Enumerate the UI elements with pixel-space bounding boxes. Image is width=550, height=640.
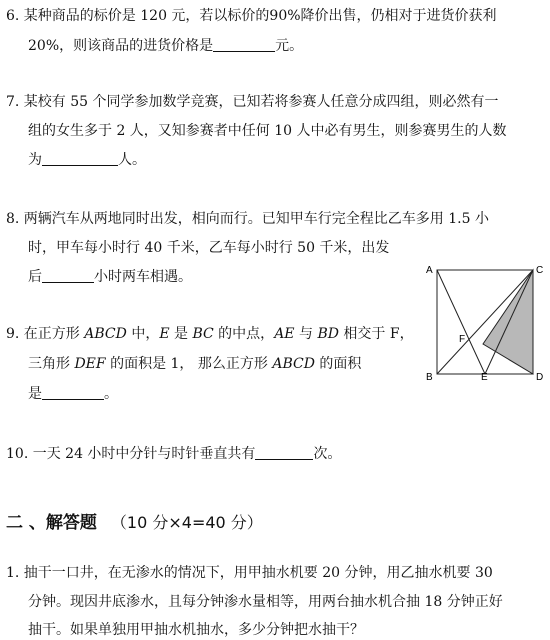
- q7-text-b: 人。: [118, 152, 146, 168]
- segment-ae: [437, 270, 485, 374]
- q8-answer-blank[interactable]: [42, 268, 94, 283]
- q9-line-1: [6, 324, 414, 344]
- q7-text-a: 为: [28, 152, 42, 168]
- q8-line-3: [28, 267, 192, 287]
- label-b: B: [426, 372, 433, 380]
- label-a: A: [426, 265, 433, 276]
- q8-line-2: 时，甲车每小时行 40 千米，乙车每小时行 50 千米，出发: [28, 240, 390, 256]
- a1-line-3: 抽干。如果单独用甲抽水机抽水，多少分钟把水抽干？: [28, 622, 364, 638]
- section-heading: [6, 508, 263, 533]
- q9-square-name: ABCD: [84, 326, 127, 342]
- q7-line-2: 组的女生多于 2 人，又知参赛者中任何 10 人中必有男生，则参赛男生的人数: [28, 123, 507, 139]
- q9-segment-bd: BD: [317, 326, 339, 342]
- q10-line: [6, 444, 341, 464]
- q8-text-a: 后: [28, 269, 42, 285]
- label-c: C: [536, 265, 544, 276]
- square-figure: [425, 262, 545, 380]
- q10-text-b: 次。: [313, 446, 342, 462]
- q6-text-a: 20%，则该商品的进货价格是: [28, 38, 214, 54]
- q9-text: 相交于 F，: [338, 326, 414, 342]
- q9-text-b: 。: [104, 386, 118, 402]
- q6-text-b: 元。: [275, 38, 304, 54]
- q9-text-a: 是: [28, 386, 42, 402]
- a1-line-2: 分钟。现因井底渗水，且每分钟渗水量相等，用两台抽水机合抽 18 分钟正好: [28, 594, 503, 610]
- q10-answer-blank[interactable]: [255, 445, 313, 460]
- q9-text: 中，: [126, 326, 160, 342]
- q9-side-bc: BC: [192, 326, 214, 342]
- q9-point-e: E: [159, 326, 170, 342]
- q9-text: 9. 在正方形: [6, 326, 85, 342]
- q9-answer-blank[interactable]: [42, 385, 104, 400]
- q6-line-1: 6. 某种商品的标价是 120 元，若以标价的90%降价出售，仍相对于进货价获利: [6, 8, 497, 24]
- q9-text: 的面积是 1， 那么正方形: [105, 356, 273, 372]
- q6-answer-blank[interactable]: [213, 37, 275, 52]
- q9-square-name: ABCD: [272, 356, 315, 372]
- q9-triangle-def: DEF: [74, 356, 106, 372]
- q9-text: 与: [294, 326, 318, 342]
- q9-text: 是: [169, 326, 193, 342]
- q10-text-a: 10. 一天 24 小时中分针与时针垂直共有: [6, 446, 256, 462]
- label-e: E: [481, 372, 488, 380]
- section-title: 二 、解答题: [6, 513, 97, 533]
- label-f: F: [459, 334, 466, 345]
- q8-text-b: 小时两车相遇。: [94, 269, 192, 285]
- section-points: （10 分×4=40 分）: [110, 513, 263, 532]
- q9-line-2: [28, 354, 361, 374]
- q9-text: 的中点，: [213, 326, 275, 342]
- q7-answer-blank[interactable]: [42, 151, 118, 166]
- q9-text: 三角形: [28, 356, 75, 372]
- q7-line-3: [28, 150, 146, 170]
- q9-segment-ae: AE: [274, 326, 295, 342]
- a1-line-1: 1. 抽干一口井，在无渗水的情况下，用甲抽水机要 20 分钟，用乙抽水机要 30: [6, 565, 493, 581]
- q9-line-3: [28, 384, 118, 404]
- q7-line-1: 7. 某校有 55 个同学参加数学竞赛，已知若将参赛人任意分成四组，则必然有一: [6, 94, 499, 110]
- q9-text: 的面积: [314, 356, 362, 372]
- q8-line-1: 8. 两辆汽车从两地同时出发，相向而行。已知甲车行完全程比乙车多用 1.5 小: [6, 211, 489, 227]
- q6-line-2: [28, 36, 303, 56]
- label-d: D: [536, 372, 544, 380]
